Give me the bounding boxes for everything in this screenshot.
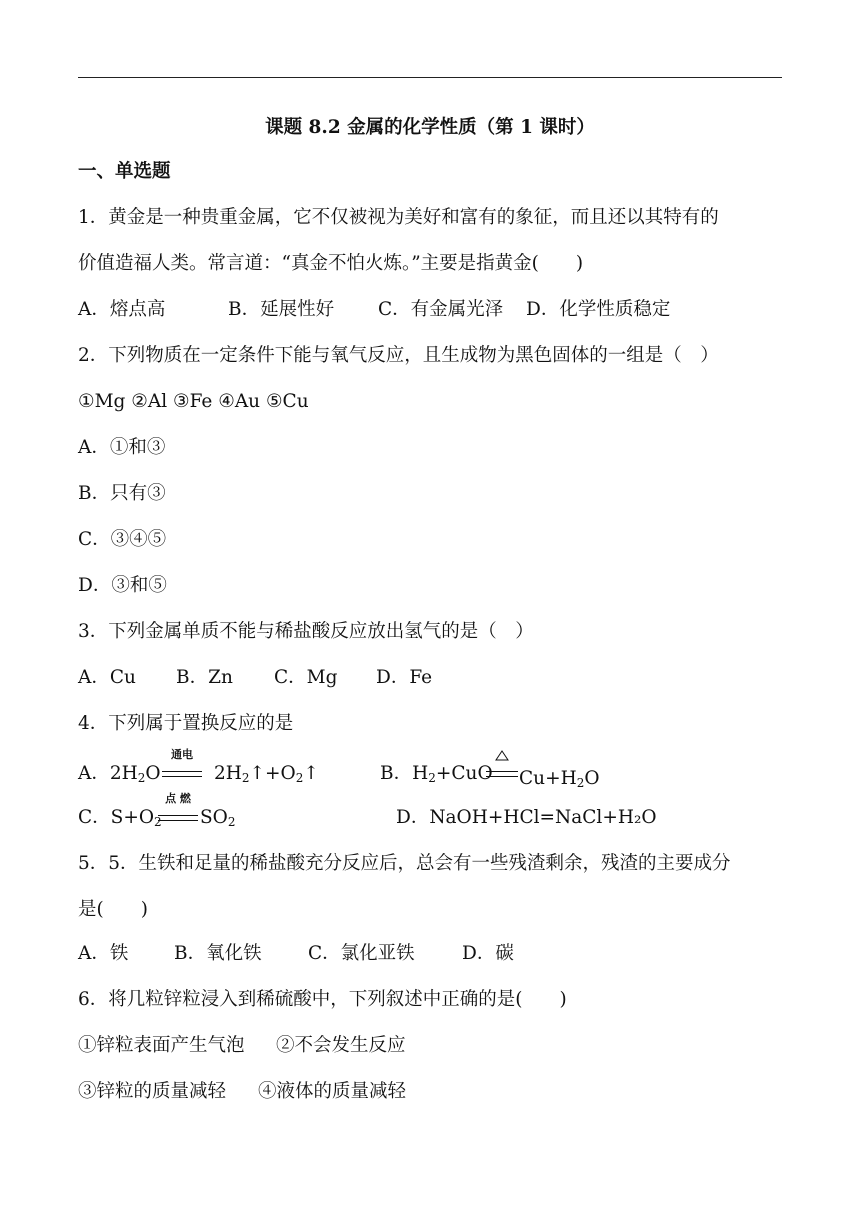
q6-stem: 6．将几粒锌粒浸入到稀硫酸中，下列叙述中正确的是( )	[78, 989, 567, 1010]
q5-option-b[interactable]: B．氧化铁	[174, 943, 262, 964]
q4-option-d[interactable]: D．NaOH+HCl=NaCl+H₂O	[396, 807, 657, 828]
q1-option-c[interactable]: C．有金属光泽	[378, 299, 504, 320]
q2-option-b[interactable]: B．只有③	[78, 483, 166, 504]
q5-options	[78, 942, 782, 966]
equals-sign	[158, 815, 198, 821]
q5-stem-line2: 是( )	[78, 899, 148, 920]
electrolysis-label: 通电	[171, 748, 193, 761]
q1-option-d[interactable]: D．化学性质稳定	[526, 299, 671, 320]
q5-option-c[interactable]: C．氯化亚铁	[308, 943, 415, 964]
q1-stem-line2: 价值造福人类。常言道：“真金不怕火炼。”主要是指黄金( )	[78, 253, 584, 274]
q4-option-b-label: B．	[380, 763, 413, 784]
q2-stem: 2．下列物质在一定条件下能与氧气反应，且生成物为黑色固体的一组是（ ）	[78, 345, 719, 366]
page-title: 课题 8.2 金属的化学性质（第 1 课时）	[265, 117, 595, 138]
heat-triangle-icon	[486, 750, 518, 762]
q6-statements-row1	[78, 1034, 782, 1058]
q1-option-a[interactable]: A．熔点高	[78, 299, 166, 320]
q4-option-b[interactable]: B．$H_2+CuO$	[380, 763, 493, 785]
section-heading: 一、单选题	[78, 161, 171, 182]
q4-row-ab	[78, 748, 782, 790]
q6-statement-4: ④液体的质量减轻	[258, 1081, 407, 1102]
q4-option-a-products: $2H_2↑+O_2↑$	[214, 763, 319, 785]
q6-statements-row2	[78, 1080, 782, 1104]
q4-option-a[interactable]: A．$2H_2O$	[78, 763, 161, 785]
q4-option-b-products: $Cu+H_2O$	[519, 768, 600, 790]
q6-statement-2: ②不会发生反应	[276, 1035, 406, 1056]
header-rule	[78, 77, 782, 78]
q4-option-c[interactable]: C．$S+O_2$	[78, 807, 162, 829]
q4-option-c-products: $SO_2$	[200, 807, 236, 829]
q3-option-c[interactable]: C．Mg	[274, 667, 338, 688]
heating-condition	[486, 762, 518, 786]
q1-option-b[interactable]: B．延展性好	[228, 299, 335, 320]
q5-option-a[interactable]: A．铁	[78, 943, 129, 964]
q4-option-c-label: C．	[78, 807, 111, 828]
q4-row-cd	[78, 792, 782, 832]
q3-option-b[interactable]: B．Zn	[176, 667, 233, 688]
q5-option-d[interactable]: D．碳	[462, 943, 514, 964]
q4-stem: 4．下列属于置换反应的是	[78, 713, 294, 734]
ignition-condition	[158, 792, 198, 830]
q3-stem: 3．下列金属单质不能与稀盐酸反应放出氢气的是（ ）	[78, 621, 534, 642]
q6-statement-1: ①锌粒表面产生气泡	[78, 1035, 245, 1056]
q2-option-a[interactable]: A．①和③	[78, 437, 166, 458]
q3-option-d[interactable]: D．Fe	[376, 667, 433, 688]
q4-option-a-label: A．	[78, 763, 110, 784]
q1-stem-line1: 1．黄金是一种贵重金属，它不仅被视为美好和富有的象征，而且还以其特有的	[78, 207, 719, 228]
ignition-label: 点 燃	[165, 792, 191, 805]
q3-options	[78, 666, 782, 690]
electrolysis-condition	[162, 748, 202, 786]
equals-sign	[162, 771, 202, 777]
q6-statement-3: ③锌粒的质量减轻	[78, 1081, 227, 1102]
q2-items: ①Mg ②Al ③Fe ④Au ⑤Cu	[78, 391, 309, 412]
equals-sign	[486, 771, 518, 777]
q1-options	[78, 298, 782, 322]
q3-option-a[interactable]: A．Cu	[78, 667, 136, 688]
q2-option-c[interactable]: C．③④⑤	[78, 529, 167, 550]
q5-stem-line1: 5．5．生铁和足量的稀盐酸充分反应后，总会有一些残渣剩余，残渣的主要成分	[78, 853, 731, 874]
q2-option-d[interactable]: D．③和⑤	[78, 575, 167, 596]
